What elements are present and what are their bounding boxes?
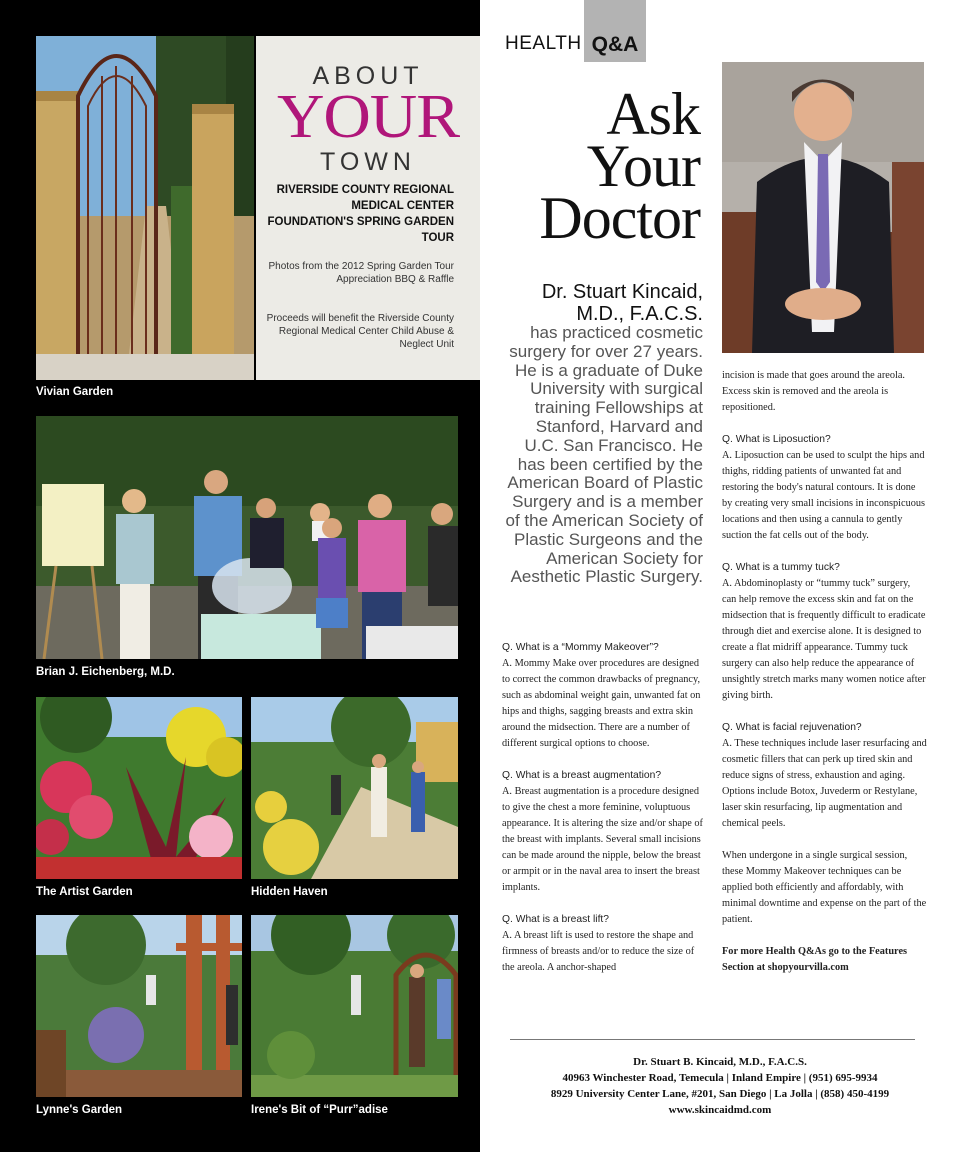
- qa-column-left: [502, 640, 707, 992]
- qa-column-right: [722, 368, 927, 976]
- answer: A. Abdominoplasty or “tummy tuck” surgery, can help remove the excess skin and fat on the midsection that is frequently difficult to eradicate through diet and exercise alone. It is designed to create a flat midriff appearance. Tummy tuck surgery can also help reduce the appearance of unsightly stretch marks many women notice after giving birth.: [722, 578, 926, 701]
- event-title: RIVERSIDE COUNTY REGIONAL MEDICAL CENTER FOUNDATION'S SPRING GARDEN TOUR: [267, 184, 454, 244]
- closing-paragraph: When undergone in a single surgical session, these Mommy Makeover techniques can be applied both efficiently and affordably, with minimal downtime and expense on the part of the patient.: [722, 850, 927, 925]
- about-word: ABOUT: [312, 62, 424, 90]
- answer: A. These techniques include laser resurfacing and cosmetic fillers that can perk up tired skin and reduce signs of stress, exhaustion and aging. Options include Botox, Juvederm or Restylane, laser skin resurfacing, lip augmentation and chemical peels.: [722, 738, 927, 829]
- irenes-garden-photo: [251, 915, 458, 1097]
- footer-website[interactable]: www.skincaidmd.com: [668, 1104, 772, 1116]
- your-word: YOUR: [277, 83, 459, 151]
- question: Q. What is Liposuction?: [722, 434, 831, 445]
- photo-caption: The Artist Garden: [36, 886, 133, 898]
- answer: A. Breast augmentation is a procedure designed to give the chest a more feminine, voluptuous appearance. It is altering the size and/or shape of the breast with implants. Several small incisions can be made around the nipple, below the breast or armpit or in the naval area to insert the breast implants.: [502, 786, 703, 893]
- lynnes-garden-photo: [36, 915, 242, 1097]
- vivian-garden-photo: [36, 36, 254, 380]
- photo-caption: Lynne's Garden: [36, 1104, 123, 1116]
- answer: A. A breast lift is used to restore the shape and firmness of breasts and/or to reduce the size of the areola. A anchor-shaped: [502, 930, 695, 973]
- answer: A. Mommy Make over procedures are designed to correct the common drawbacks of pregnancy, such as abdominal weight gain, unwanted fat on hips and thighs, sagging breasts and extra skin around the midsection. There are a number of different surgical options to choose.: [502, 658, 701, 749]
- doctor-bio: has practiced cosmetic surgery for over 27 years. He is a graduate of Duke University with surgical training Fellowships at Stanford, Harvard and U.C. San Francisco. He has been certified by the American Board of Plastic Surgery and is a member of the American Society of Plastic Surgeons and the American Society for Aesthetic Plastic Surgery.: [505, 323, 703, 587]
- section-badge: Q&A: [584, 0, 646, 62]
- raffle-photo: [36, 416, 458, 659]
- doctor-name: Dr. Stuart Kincaid, M.D., F.A.C.S.: [541, 281, 703, 325]
- headline: Ask Your Doctor: [539, 81, 700, 251]
- footer-address-temecula: 40963 Winchester Road, Temecula | Inland Empire | (951) 695-9934: [562, 1072, 878, 1084]
- town-word: TOWN: [320, 148, 416, 176]
- photo-caption: Vivian Garden: [36, 386, 114, 398]
- artist-garden-photo: [36, 697, 242, 879]
- qa-item: [502, 912, 707, 976]
- more-info-link[interactable]: For more Health Q&As go to the Features Section at shopyourvilla.com: [722, 946, 908, 973]
- question: Q. What is a breast augmentation?: [502, 770, 662, 781]
- question: Q. What is a tummy tuck?: [722, 562, 840, 573]
- photo-caption: Brian J. Eichenberg, M.D.: [36, 666, 175, 678]
- doctor-portrait: [722, 62, 924, 353]
- qa-item: [502, 640, 707, 752]
- section-label: HEALTH: [505, 33, 582, 54]
- right-page: [480, 0, 960, 1152]
- photo-caption: Hidden Haven: [251, 886, 328, 898]
- proceeds-note: Proceeds will benefit the Riverside County Regional Medical Center Child Abuse & Neglect Unit: [266, 313, 454, 350]
- photos-note: Photos from the 2012 Spring Garden Tour Appreciation BBQ & Raffle: [268, 261, 454, 285]
- hidden-haven-photo: [251, 697, 458, 879]
- qa-item: [722, 720, 927, 832]
- qa-item: [722, 560, 927, 704]
- answer-continuation: incision is made that goes around the areola. Excess skin is removed and the areola is repositioned.: [722, 370, 906, 413]
- question: Q. What is a “Mommy Makeover”?: [502, 642, 659, 653]
- photo-caption: Irene's Bit of “Purr”adise: [251, 1104, 388, 1116]
- footer-name: Dr. Stuart B. Kincaid, M.D., F.A.C.S.: [633, 1056, 807, 1068]
- qa-item: [502, 768, 707, 896]
- question: Q. What is facial rejuvenation?: [722, 722, 862, 733]
- footer-divider: [510, 1039, 915, 1040]
- answer: A. Liposuction can be used to sculpt the hips and thighs, ridding patients of unwanted fat and restoring the body's natural contours. It is done by creating very small incisions in inconspicuous locations and then using a cannula to gently suction the fat cells out of the body.: [722, 450, 926, 541]
- question: Q. What is a breast lift?: [502, 914, 610, 925]
- footer-address-san-diego: 8929 University Center Lane, #201, San Diego | La Jolla | (858) 450-4199: [550, 1088, 890, 1100]
- qa-item: [722, 432, 927, 544]
- practice-footer: [480, 1054, 960, 1118]
- about-your-town-panel: [256, 36, 480, 380]
